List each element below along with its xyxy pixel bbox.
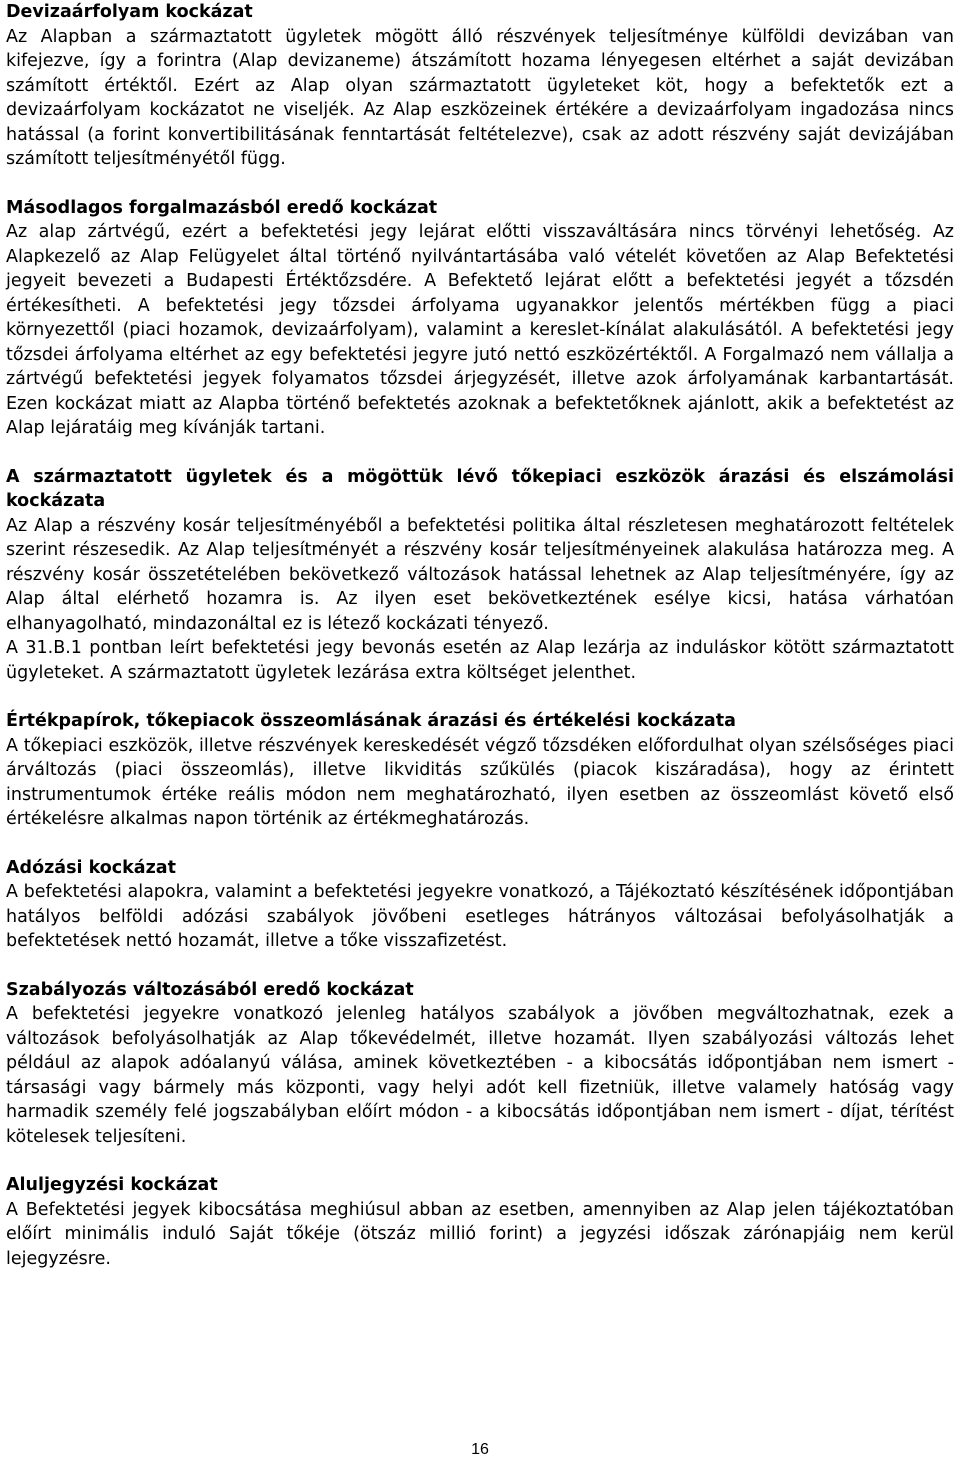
section-gap <box>6 1149 954 1173</box>
section-title: Szabályozás változásából eredő kockázat <box>6 979 414 1000</box>
section-gap <box>6 441 954 465</box>
section-paragraph: A befektetési jegyekre vonatkozó jelenleg hatályos szabályok a jövőben megváltozhatnak, ezek a változások befolyásolhatják az Alap tőkevédelmét, illetve hozamát. Ilyen szabályozási változás lehet például az alapok adóalanyú válása, aminek következtében - a kibocsátás időpontjában nem ismert - társasági vagy bármely más központi, vagy helyi adót kell fizetniük, illetve valamely hatóság vagy harmadik személy felé jogszabályban előírt módon - a kibocsátás időpontjában nem ismert - díjat, térítést kötelesek teljesíteni. <box>6 1004 954 1147</box>
section-secondary-market-risk <box>6 196 954 441</box>
page-number: 16 <box>471 1441 489 1458</box>
section-gap <box>6 685 954 709</box>
section-paragraph: Az Alap a részvény kosár teljesítményéből a befektetési politika által részletesen meghatározott feltételek szerint részesedik. Az Alap teljesítményét a részvény kosár teljesítményeinek alakulása határozza meg. A részvény kosár összetételében bekövetkező változások hatással lehetnek az Alap teljesítményére, így az Alap által elérhető hozamra is. Az ilyen eset bekövetkeztének esélye kicsi, hatása várhatóan elhanyagolható, mindazonáltal ez is létező kockázati tényező. <box>6 515 954 634</box>
section-title: Devizaárfolyam kockázat <box>6 2 253 22</box>
section-currency-risk <box>6 0 954 172</box>
section-gap <box>6 832 954 856</box>
section-regulation-risk <box>6 978 954 1150</box>
section-title: Aluljegyzési kockázat <box>6 1175 218 1195</box>
section-derivatives-pricing-risk <box>6 465 954 686</box>
section-tax-risk <box>6 856 954 954</box>
section-paragraph: A 31.B.1 pontban leírt befektetési jegy bevonás esetén az Alap lezárja az induláskor kötött származtatott ügyleteket. A származtatott ügyletek lezárása extra költséget jelenthet. <box>6 638 954 683</box>
section-paragraph: Az Alapban a származtatott ügyletek mögött álló részvények teljesítménye külföldi devizában van kifejezve, így a forintra (Alap devizaneme) átszámított hozama lényegesen eltérhet a saját devizában számított értéktől. Ezért az Alap olyan származtatott ügyleteket köt, hogy a befektetők ezt a devizaárfolyam kockázatot ne viseljék. Az Alap eszközeinek értékére a devizaárfolyam ingadozása nincs hatással (a forint konvertibilitásának fenntartását feltételezve), csak az adott részvény saját devizájában számított teljesítményétől függ. <box>6 26 954 169</box>
section-paragraph: A befektetési alapokra, valamint a befektetési jegyekre vonatkozó, a Tájékoztató készítésének időpontjában hatályos belföldi adózási szabályok jövőbeni esetleges hátrányos változásai befolyásolhatják a befektetések nettó hozamát, illetve a tőke visszafizetést. <box>6 882 954 951</box>
section-paragraph: A tőkepiaci eszközök, illetve részvények kereskedését végző tőzsdéken előfordulhat olyan szélsőséges piaci árváltozás (piaci összeomlás), illetve likviditás szűkülés (piacok kiszáradása), hogy az érintett instrumentumok értéke reális módon nem meghatározható, ilyen esetben az összeomlást követő első értékelésre alkalmas napon történik az értékmeghatározás. <box>6 735 954 829</box>
section-paragraph: A Befektetési jegyek kibocsátása meghiúsul abban az esetben, amennyiben az Alap jelen tájékoztatóban előírt minimális induló Saját tőkéje (ötszáz millió forint) a jegyzési időszak zárónapjáig nem kerül lejegyzésre. <box>6 1199 954 1269</box>
document-page <box>6 0 954 1271</box>
section-undersubscription-risk <box>6 1173 954 1271</box>
section-title: Adózási kockázat <box>6 857 176 878</box>
section-title: A származtatott ügyletek és a mögöttük lévő tőkepiaci eszközök árazási és elszámolási kockázata <box>6 466 954 511</box>
section-title: Másodlagos forgalmazásból eredő kockázat <box>6 197 438 218</box>
section-gap <box>6 172 954 196</box>
section-title: Értékpapírok, tőkepiacok összeomlásának árazási és értékelési kockázata <box>6 711 736 731</box>
section-market-collapse-risk <box>6 709 954 832</box>
section-paragraph: Az alap zártvégű, ezért a befektetési jegy lejárat előtti visszaváltására nincs törvényi lehetőség. Az Alapkezelő az Alap Felügyelet által történő nyilvántartásába való vételét követően az Alap Befektetési jegyeit bevezeti a Budapesti Értéktőzsdére. A Befektető lejárat előtt a befektetési jegyét a tőzsdén értékesítheti. A befektetési jegy tőzsdei árfolyama ugyanakkor jelentős mértékben függ a piaci környezettől (piaci hozamok, devizaárfolyam), valamint a kereslet-kínálat alakulásától. A befektetési jegy tőzsdei árfolyama eltérhet az egy befektetési jegyre jutó nettó eszközértéktől. A Forgalmazó nem vállalja a zártvégű befektetési jegyek folyamatos tőzsdei árjegyzését, illetve azok árfolyamának karbantartását. Ezen kockázat miatt az Alapba történő befektetés azoknak a befektetőknek ajánlott, akik a befektetést az Alap lejáratáig meg kívánják tartani. <box>6 222 954 438</box>
section-gap <box>6 954 954 978</box>
